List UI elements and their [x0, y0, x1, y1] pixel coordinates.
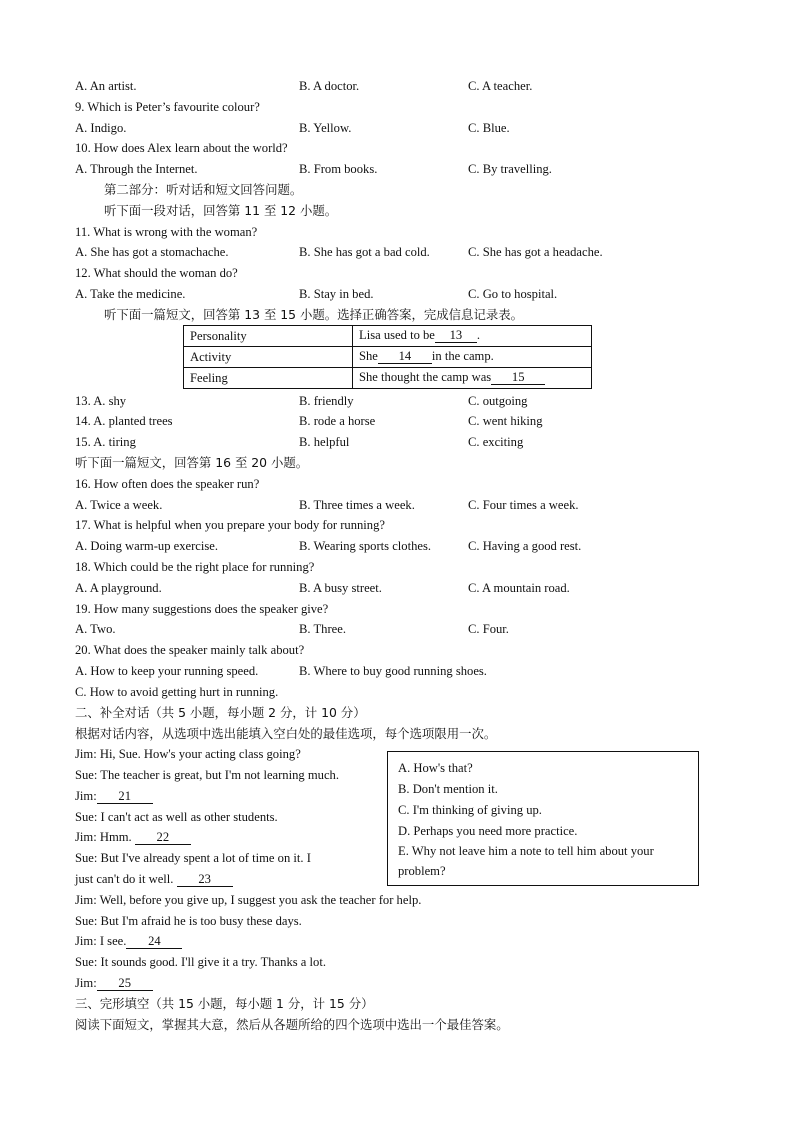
- q11-option-b: B. She has got a bad cold.: [299, 245, 430, 259]
- q20-option-b: B. Where to buy good running shoes.: [299, 664, 487, 678]
- section3-title: 三、完形填空（共 15 小题，每小题 1 分，计 15 分）: [75, 996, 374, 1011]
- q12-option-c: C. Go to hospital.: [468, 287, 558, 301]
- table-row: [184, 326, 592, 347]
- dialogue-options-box: [387, 751, 699, 886]
- blank-15: 15: [491, 371, 545, 385]
- q19-stem: 19. How many suggestions does the speaker give?: [75, 602, 329, 616]
- dialogue-line: Jim: Hmm. 22: [75, 831, 191, 845]
- dialogue-line: Sue: It sounds good. I'll give it a try. Thanks a lot.: [75, 955, 326, 969]
- q10-stem: 10. How does Alex learn about the world?: [75, 141, 288, 155]
- q18-stem: 18. Which could be the right place for running?: [75, 560, 315, 574]
- q15-option-b: B. helpful: [299, 435, 350, 449]
- q12-option-b: B. Stay in bed.: [299, 287, 374, 301]
- q17-option-a: A. Doing warm-up exercise.: [75, 539, 219, 553]
- section3-instruction: 阅读下面短文，掌握其大意，然后从各题所给的四个选项中选出一个最佳答案。: [75, 1017, 509, 1032]
- q18-option-a: A. A playground.: [75, 581, 162, 595]
- q20-option-a: A. How to keep your running speed.: [75, 664, 259, 678]
- q16-option-c: C. Four times a week.: [468, 498, 579, 512]
- q8-option-a: A. An artist.: [75, 79, 137, 93]
- q11-option-a: A. She has got a stomachache.: [75, 245, 229, 259]
- q12-option-a: A. Take the medicine.: [75, 287, 186, 301]
- dialogue-line: Jim: Well, before you give up, I suggest you ask the teacher for help.: [75, 893, 422, 907]
- q12-stem: 12. What should the woman do?: [75, 266, 238, 280]
- table-label: Personality: [184, 326, 353, 347]
- option-e: E. Why not leave him a note to tell him about your problem?: [398, 844, 654, 878]
- table-label: Activity: [184, 347, 353, 368]
- option-c: C. I'm thinking of giving up.: [398, 803, 542, 817]
- q14-option-a: 14. A. planted trees: [75, 414, 173, 428]
- part2-instruction-2: 听下面一篇短文，回答第 13 至 15 小题。选择正确答案，完成信息记录表。: [104, 307, 524, 322]
- q18-option-c: C. A mountain road.: [468, 581, 570, 595]
- table-row: [184, 347, 592, 368]
- q18-option-b: B. A busy street.: [299, 581, 382, 595]
- dialogue-line: Sue: I can't act as well as other students.: [75, 810, 278, 824]
- blank-14: 14: [378, 350, 432, 364]
- table-value: Lisa used to be 13 .: [353, 326, 592, 347]
- q19-option-c: C. Four.: [468, 622, 509, 636]
- part2-instruction-1: 听下面一段对话，回答第 11 至 12 小题。: [104, 203, 338, 218]
- blank-24: 24: [126, 935, 182, 949]
- q20-option-c: C. How to avoid getting hurt in running.: [75, 685, 279, 699]
- blank-23: 23: [177, 873, 233, 887]
- q15-option-c: C. exciting: [468, 435, 524, 449]
- dialogue-line: Jim: I see. 24: [75, 935, 182, 949]
- q14-option-c: C. went hiking: [468, 414, 543, 428]
- table-value: She thought the camp was 15: [353, 368, 592, 389]
- q9-stem: 9. Which is Peter’s favourite colour?: [75, 100, 260, 114]
- q19-option-b: B. Three.: [299, 622, 346, 636]
- dialogue-line: Sue: But I've already spent a lot of time on it. I: [75, 851, 311, 865]
- q13-option-c: C. outgoing: [468, 394, 528, 408]
- q17-option-b: B. Wearing sports clothes.: [299, 539, 432, 553]
- dialogue-line: Jim: 25: [75, 977, 153, 991]
- q11-stem: 11. What is wrong with the woman?: [75, 225, 258, 239]
- q13-option-b: B. friendly: [299, 394, 354, 408]
- info-record-table: [183, 325, 592, 389]
- option-a: A. How's that?: [398, 761, 473, 775]
- q17-stem: 17. What is helpful when you prepare your body for running?: [75, 518, 385, 532]
- q10-option-b: B. From books.: [299, 162, 378, 176]
- table-label: Feeling: [184, 368, 353, 389]
- q11-option-c: C. She has got a headache.: [468, 245, 603, 259]
- dialogue-line: Sue: The teacher is great, but I'm not learning much.: [75, 768, 339, 782]
- section2-instruction: 根据对话内容，从选项中选出能填入空白处的最佳选项，每个选项限用一次。: [75, 726, 497, 741]
- section2-title: 二、补全对话（共 5 小题，每小题 2 分，计 10 分）: [75, 705, 366, 720]
- option-d: D. Perhaps you need more practice.: [398, 824, 578, 838]
- q9-option-c: C. Blue.: [468, 121, 510, 135]
- dialogue-line: just can't do it well. 23: [75, 873, 233, 887]
- q20-stem: 20. What does the speaker mainly talk about?: [75, 643, 305, 657]
- part2-title: 第二部分：听对话和短文回答问题。: [104, 182, 303, 197]
- q14-option-b: B. rode a horse: [299, 414, 376, 428]
- q8-option-c: C. A teacher.: [468, 79, 533, 93]
- q16-option-a: A. Twice a week.: [75, 498, 163, 512]
- q13-option-a: 13. A. shy: [75, 394, 127, 408]
- blank-22: 22: [135, 831, 191, 845]
- dialogue-line: Jim: 21: [75, 790, 153, 804]
- q9-option-a: A. Indigo.: [75, 121, 127, 135]
- table-value: She 14 in the camp.: [353, 347, 592, 368]
- part2-instruction-3: 听下面一篇短文，回答第 16 至 20 小题。: [75, 455, 309, 470]
- blank-21: 21: [97, 790, 153, 804]
- q8-option-b: B. A doctor.: [299, 79, 360, 93]
- q10-option-c: C. By travelling.: [468, 162, 552, 176]
- table-row: [184, 368, 592, 389]
- dialogue-line: Jim: Hi, Sue. How's your acting class going?: [75, 747, 301, 761]
- blank-13: 13: [435, 329, 477, 343]
- q16-option-b: B. Three times a week.: [299, 498, 415, 512]
- q16-stem: 16. How often does the speaker run?: [75, 477, 260, 491]
- q9-option-b: B. Yellow.: [299, 121, 352, 135]
- dialogue-line: Sue: But I'm afraid he is too busy these days.: [75, 914, 302, 928]
- q17-option-c: C. Having a good rest.: [468, 539, 582, 553]
- q10-option-a: A. Through the Internet.: [75, 162, 198, 176]
- q15-option-a: 15. A. tiring: [75, 435, 136, 449]
- blank-25: 25: [97, 977, 153, 991]
- q19-option-a: A. Two.: [75, 622, 116, 636]
- option-b: B. Don't mention it.: [398, 782, 498, 796]
